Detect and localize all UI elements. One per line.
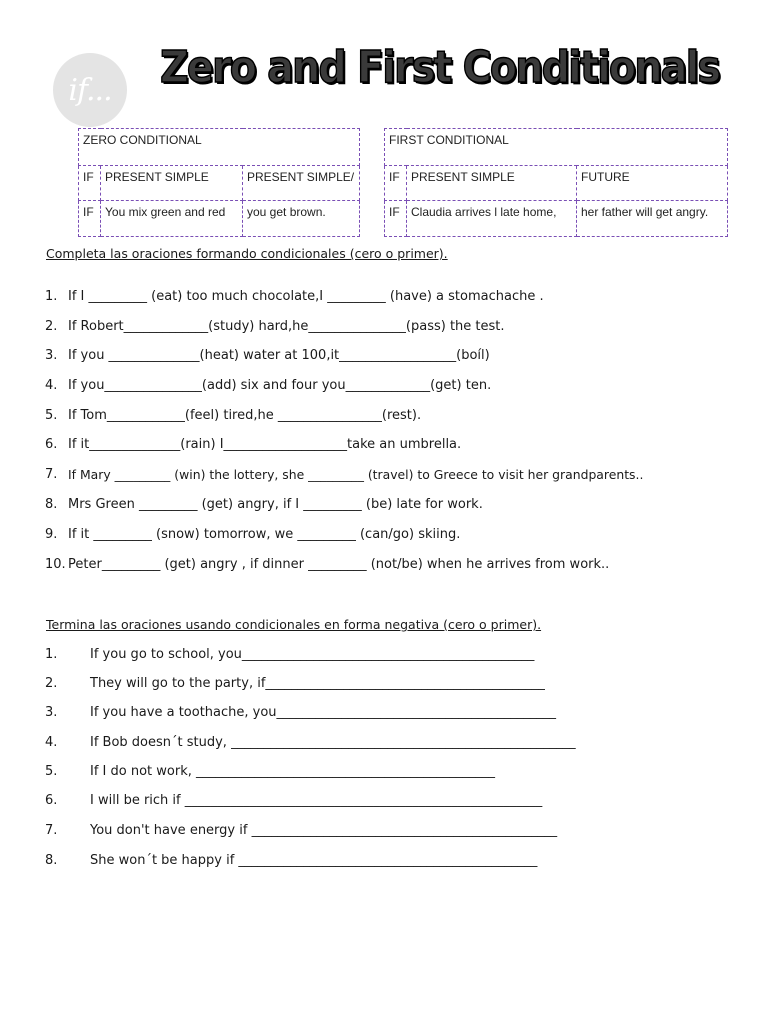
table-cell: You mix green and red <box>101 201 243 237</box>
item-number: 4. <box>45 378 58 393</box>
table-cell: PRESENT SIMPLE/ <box>243 166 360 201</box>
zero-conditional-table <box>78 128 360 237</box>
table-row <box>79 201 360 237</box>
exercise-text: You don't have energy if _______________________________________________ <box>90 823 558 838</box>
exercise-text: She won´t be happy if ______________________________________________ <box>90 853 538 868</box>
item-number: 9. <box>45 527 58 542</box>
table-cell: IF <box>385 166 407 201</box>
table-cell: her father will get angry. <box>577 201 728 237</box>
exercise-text: If you have a toothache, you___________________________________________ <box>90 705 557 720</box>
exercise-text: If it______________(rain) I___________________take an umbrella. <box>68 437 462 452</box>
table-cell: IF <box>79 201 101 237</box>
table-cell: IF <box>385 201 407 237</box>
table-cell: PRESENT SIMPLE <box>101 166 243 201</box>
page-title: Zero and First Conditionals <box>160 42 720 93</box>
table-cell: Claudia arrives l late home, <box>407 201 577 237</box>
exercise-text: If I do not work, ______________________________________________ <box>90 764 495 779</box>
table-cell: FUTURE <box>577 166 728 201</box>
item-number: 2. <box>45 676 58 691</box>
item-number: 5. <box>45 408 58 423</box>
exercise-text: If Bob doesn´t study, _____________________________________________________ <box>90 735 576 750</box>
exercise-text: If you_______________(add) six and four you_____________(get) ten. <box>68 378 492 393</box>
exercise-text: If it _________ (snow) tomorrow, we _________ (can/go) skiing. <box>68 527 461 542</box>
item-number: 6. <box>45 793 58 808</box>
exercise-text: If Tom____________(feel) tired,he ________________(rest). <box>68 408 422 423</box>
table-cell: PRESENT SIMPLE <box>407 166 577 201</box>
exercise-text: I will be rich if _______________________________________________________ <box>90 793 543 808</box>
table-header-cell: FIRST CONDITIONAL <box>385 129 728 166</box>
item-number: 5. <box>45 764 58 779</box>
exercise-text: If you go to school, you_____________________________________________ <box>90 647 535 662</box>
item-number: 1. <box>45 647 58 662</box>
section1-heading: Completa las oraciones formando condicionales (cero o primer). <box>46 246 448 261</box>
table-cell: you get brown. <box>243 201 360 237</box>
item-number: 8. <box>45 497 58 512</box>
exercise-text: Mrs Green _________ (get) angry, if I _________ (be) late for work. <box>68 497 483 512</box>
if-logo <box>53 53 127 127</box>
logo-text: if... <box>68 72 112 108</box>
section2-heading: Termina las oraciones usando condicionales en forma negativa (cero o primer). <box>46 617 542 632</box>
table-cell: IF <box>79 166 101 201</box>
table-row <box>385 166 728 201</box>
exercise-text: Peter_________ (get) angry , if dinner _________ (not/be) when he arrives from work.. <box>68 557 610 572</box>
exercise-text: They will go to the party, if___________________________________________ <box>90 676 545 691</box>
item-number: 7. <box>45 823 58 838</box>
table-header-row <box>79 129 360 166</box>
item-number: 8. <box>45 853 58 868</box>
item-number: 10. <box>45 557 66 572</box>
exercise-text: If you ______________(heat) water at 100,it__________________(boíl) <box>68 348 490 363</box>
item-number: 3. <box>45 348 58 363</box>
exercise-text: If Mary _________ (win) the lottery, she _________ (travel) to Greece to visit her grandparents.. <box>68 467 644 482</box>
table-header-cell: ZERO CONDITIONAL <box>79 129 360 166</box>
table-row <box>79 166 360 201</box>
table-row <box>385 201 728 237</box>
table-header-row <box>385 129 728 166</box>
item-number: 6. <box>45 437 58 452</box>
item-number: 7. <box>45 467 58 482</box>
exercise-text: If I _________ (eat) too much chocolate,I _________ (have) a stomachache . <box>68 289 544 304</box>
item-number: 3. <box>45 705 58 720</box>
item-number: 1. <box>45 289 58 304</box>
item-number: 4. <box>45 735 58 750</box>
first-conditional-table <box>384 128 728 237</box>
item-number: 2. <box>45 319 58 334</box>
exercise-text: If Robert_____________(study) hard,he_______________(pass) the test. <box>68 319 505 334</box>
